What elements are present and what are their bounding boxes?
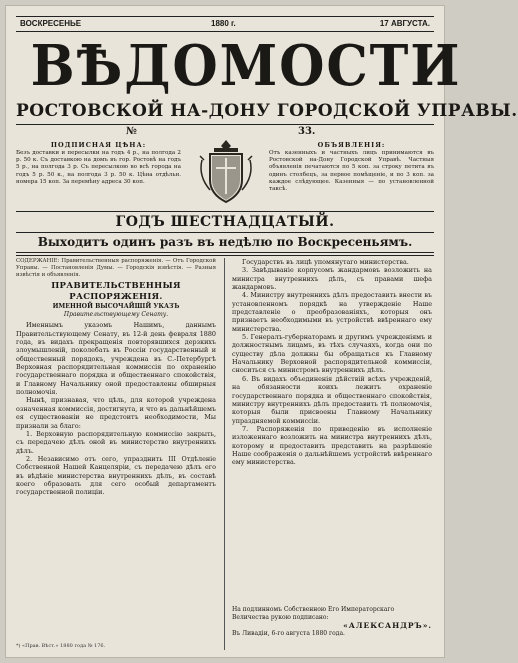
paragraph: 5. Генералъ-губернаторамъ и другимъ учрежденіямъ и должностнымъ лицамъ, въ тѣхъ случаяхъ, когда они по существу дѣла должны бы обращаться къ Главному Начальнику Верховной распорядительной коммиссіи, сноситься съ министромъ внутреннихъ дѣлъ. xyxy=(232,333,432,375)
coat-of-arms-icon xyxy=(196,136,256,210)
publication-frequency: Выходитъ одинъ разъ въ недѣлю по Воскресеньямъ. xyxy=(37,235,413,249)
issue-year: 1880 г. xyxy=(211,19,236,28)
contents-notice: СОДЕРЖАНІЕ: Правительственныя распоряженія. — Отъ Городской Управы. — Постановленія Думы. — Городскія извѣстія. — Разныя извѣстія и объявленія. xyxy=(16,258,216,278)
subscription-heading: ПОДПИСНАЯ ЦѢНА: xyxy=(50,141,147,149)
year-line: ГОДЪ ШЕСТНАДЦАТЫЙ. xyxy=(115,214,335,230)
right-column xyxy=(232,258,432,602)
number-sign: № xyxy=(126,126,137,137)
decree-signoff xyxy=(232,606,432,646)
announcements-heading: ОБЪЯВЛЕНІЯ: xyxy=(317,141,386,149)
divider xyxy=(16,232,434,233)
paragraph: 7. Распоряженія по приведенію въ исполненіе изложеннаго возложить на министра внутреннихъ дѣлъ, которому и предоставить представить на разрѣшеніе Наше соображенія о дальнѣйшемъ устройствѣ ввѣреннаго ему министерства. xyxy=(232,424,432,467)
subscription-block xyxy=(16,141,181,209)
paragraph: 4. Министру внутреннихъ дѣлъ предоставить внести въ установленномъ порядкѣ на утвержденіе Наше представленіе о преобразованіяхъ, которыя онъ признаетъ необходимыми въ устройствѣ ввѣреннаго ему министерства. xyxy=(232,291,432,333)
newspaper-page xyxy=(6,6,518,657)
left-column xyxy=(16,258,216,650)
paragraph: 6. Въ видахъ объединенія дѣйствій всѣхъ учрежденій, на обязанности коихъ лежитъ охраненіе государственнаго порядка и общественнаго спокойствія, министру внутреннихъ дѣлъ предоставить тѣ полномочія, которыя были присвоены Главному Начальнику упраздняемой коммиссіи. xyxy=(232,374,432,425)
issue-number: 33. xyxy=(298,126,316,137)
column-rule xyxy=(224,258,225,650)
signoff-intro: На подлинномъ Собственною Его Императорскаго Величества рукою подписано: xyxy=(232,606,395,621)
dateline xyxy=(16,16,434,32)
paragraph: Именнымъ указомъ Нашимъ, даннымъ Правительствующему Сенату, въ 12-й день февраля 1880 года, въ видахъ прекращенія повторявшихся дерзкихъ злоумышленій, поколебать въ Россіи государственный и общественный порядокъ, учреждена въ С.-Петербургѣ Верховная распорядительная коммиссія по охраненію государственнаго порядка и общественнаго спокойствія, и Главному Начальнику оной предоставлены обширныя полномочія. xyxy=(16,321,216,397)
announcements-block xyxy=(269,141,434,209)
weekday: ВОСКРЕСЕНЬЕ xyxy=(20,19,82,28)
paragraph: 3. Завѣдываніе корпусомъ жандармовъ возложить на министра внутреннихъ дѣлъ, съ правами шефа жандармовъ. xyxy=(232,266,432,292)
masthead-title: ВѢДОМОСТИ xyxy=(30,33,462,99)
paragraph: 1. Верховную распорядительную коммиссію закрыть, съ передачею дѣлъ оной въ министерство внутреннихъ дѣлъ. xyxy=(16,429,216,455)
issue-date: 17 АВГУСТА. xyxy=(379,19,430,28)
paragraph: Нынѣ, признавая, что цѣль, для которой учреждена означенная коммиссія, достигнута, и что въ дальнѣйшемъ ея существованіи не предстоитъ необходимости, Мы признали за благо: xyxy=(16,396,216,430)
signoff-place: Въ Ливадіи, 6-го августа 1880 года. xyxy=(232,630,345,637)
paragraph: Государствъ въ лицѣ упомянутаго министерства. xyxy=(242,258,409,266)
scan-edge xyxy=(6,6,444,14)
announcements-text: Отъ казенныхъ и частныхъ лицъ принимаются въ Ростовской на-Дону Городской Управѣ. Частныя объявленія печатаются по 5 коп. за строку петита въ одинъ столбецъ, за первое помѣщеніе, и по 3 коп. за каждое слѣдующее. Казенныя — по установленной таксѣ. xyxy=(269,150,434,193)
section-subtitle: ИМЕННОЙ ВЫСОЧАЙШІЙ УКАЗЪ xyxy=(52,303,180,311)
section-subtitle-2: Правительствующему Сенату. xyxy=(63,311,169,319)
signature: «АЛЕКСАНДРЪ». xyxy=(343,621,432,630)
masthead-subtitle: РОСТОВСКОЙ НА-ДОНУ ГОРОДСКОЙ УПРАВЫ. xyxy=(16,101,518,121)
section-title: ПРАВИТЕЛЬСТВЕННЫЯ РАСПОРЯЖЕНІЯ. xyxy=(51,281,181,303)
subscription-text: Безъ доставки и пересылки на годъ 4 р., на полгода 2 р. 50 к. Съ доставкою на домъ въ гор. Ростовѣ на годъ 5 р., на полгода 3 р. Съ пересылкою во всѣ города на годъ 5 р. 50 к., на полгода 3 р. 50 к. Цѣна отдѣльн. номера 15 коп. За перемѣну адреса 30 коп. xyxy=(16,150,181,185)
divider xyxy=(16,255,434,256)
paragraph: 2. Независимо отъ сего, упразднить III Отдѣленіе Собственной Нашей Канцеляріи, съ передачею дѣлъ его въ вѣдѣніе министерства внутреннихъ дѣлъ, въ составѣ коего образовать для сего особый департаментъ государственной полиціи. xyxy=(16,454,216,497)
divider xyxy=(16,211,434,212)
footnote: *) «Прав. Вѣст.» 1880 года № 176. xyxy=(16,643,106,649)
divider xyxy=(16,124,434,125)
divider xyxy=(16,252,434,253)
